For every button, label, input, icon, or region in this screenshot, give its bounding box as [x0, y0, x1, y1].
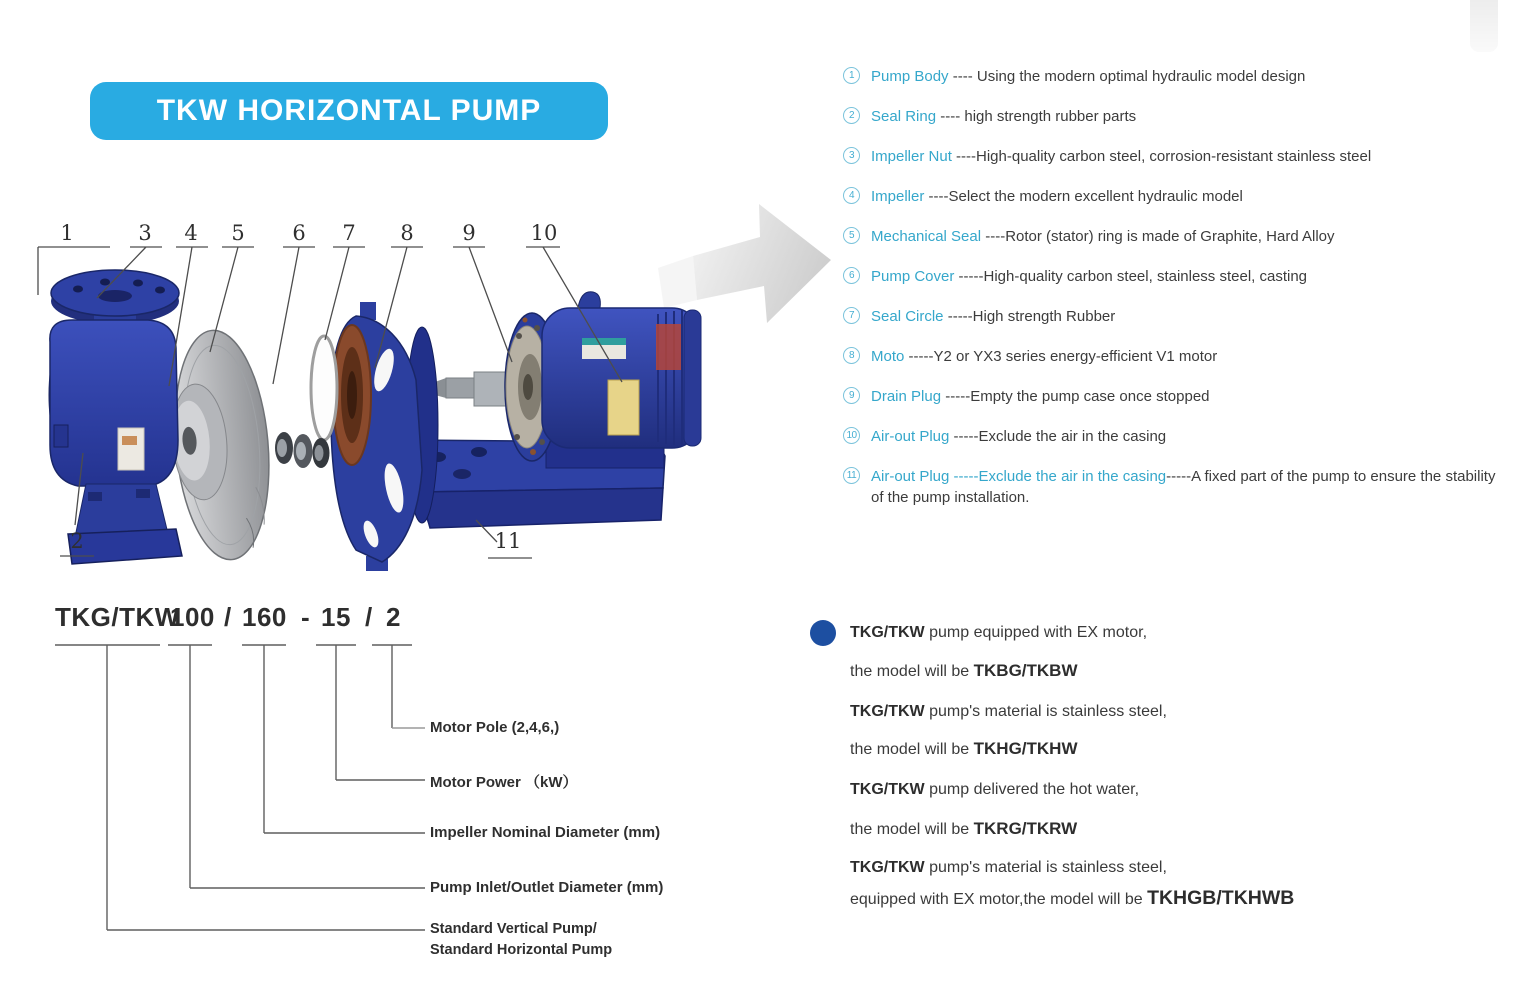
- part-list-item: [843, 386, 1507, 407]
- part-description: -----High strength Rubber: [943, 308, 1116, 325]
- part-list-item: [843, 266, 1507, 287]
- model-code-segment: 15: [321, 602, 351, 632]
- label-pump-type-1: Standard Vertical Pump/: [430, 921, 597, 937]
- note-line: the model will be TKRG/TKRW: [850, 819, 1078, 838]
- part-number-badge: 10: [843, 427, 860, 444]
- label-inlet-outlet: Pump Inlet/Outlet Diameter (mm): [430, 879, 664, 896]
- part-description: -----Exclude the air in the casing: [949, 428, 1167, 445]
- bullet-icon: [810, 620, 836, 646]
- label-impeller-dia: Impeller Nominal Diameter (mm): [430, 824, 661, 841]
- part-number-badge: 5: [843, 227, 860, 244]
- note-line: equipped with EX motor,the model will be TKHGB/TKHWB: [850, 887, 1295, 909]
- part-name: Pump Cover: [871, 268, 955, 285]
- part-number-badge: 1: [843, 67, 860, 84]
- pump-body: [49, 270, 182, 564]
- note-line: the model will be TKBG/TKBW: [850, 661, 1078, 680]
- part-number-badge: 6: [843, 267, 860, 284]
- model-code-segment: 2: [386, 602, 401, 632]
- note-line: the model will be TKHG/TKHW: [850, 739, 1078, 758]
- part-name: Seal Ring: [871, 108, 937, 125]
- part-name: Seal Circle: [871, 308, 944, 325]
- part-number-badge: 3: [843, 147, 860, 164]
- part-name: Moto: [871, 348, 905, 365]
- callout-number: 7: [342, 221, 356, 245]
- page-title: TKW HORIZONTAL PUMP: [156, 94, 542, 127]
- part-number-badge: 2: [843, 107, 860, 124]
- part-list-item: [843, 106, 1507, 127]
- part-list-item: [843, 186, 1507, 207]
- pump-exploded-diagram: [30, 190, 840, 600]
- model-code-segment: TKG/TKW: [55, 602, 180, 632]
- model-code-segment: 100: [170, 602, 215, 632]
- part-name: Impeller: [871, 188, 925, 205]
- part-description: ----Rotor (stator) ring is made of Graphite, Hard Alloy: [981, 228, 1335, 245]
- part-description: -----A fixed part of the pump to ensure the stability of the pump installation.: [871, 468, 1496, 506]
- part-list-item: [843, 346, 1507, 367]
- part-name: Mechanical Seal: [871, 228, 982, 245]
- page-corner-shade: [1470, 0, 1498, 52]
- part-description: -----Y2 or YX3 series energy-efficient V1 motor: [904, 348, 1218, 365]
- note-line: TKG/TKW pump delivered the hot water,: [850, 781, 1140, 798]
- part-description: ----High-quality carbon steel, corrosion-resistant stainless steel: [951, 148, 1372, 165]
- part-name: Air-out Plug: [871, 428, 950, 445]
- callout-number: 10: [530, 221, 558, 245]
- part-name-note: -----Exclude the air in the casing: [949, 468, 1167, 485]
- model-code-separator: -: [301, 602, 311, 632]
- part-list-item: [843, 426, 1507, 447]
- callout-number: 9: [462, 221, 476, 245]
- part-description: -----Empty the pump case once stopped: [941, 388, 1210, 405]
- pump-cover: [331, 302, 438, 571]
- model-code-separator: /: [365, 602, 373, 632]
- part-list-item: [843, 66, 1507, 87]
- part-name: Impeller Nut: [871, 148, 952, 165]
- callout-number: 11: [494, 529, 522, 553]
- part-name: Air-out Plug: [871, 468, 950, 485]
- callout-number: 3: [138, 221, 152, 245]
- part-number-badge: 4: [843, 187, 860, 204]
- part-name: Pump Body: [871, 68, 949, 85]
- part-number-badge: 11: [843, 467, 860, 484]
- label-motor-power: Motor Power （kW）: [430, 774, 578, 791]
- part-number-badge: 9: [843, 387, 860, 404]
- model-breakdown-lines: [40, 600, 740, 990]
- impeller: [163, 326, 278, 563]
- part-description: -----High-quality carbon steel, stainless steel, casting: [954, 268, 1308, 285]
- part-number-badge: 7: [843, 307, 860, 324]
- callout-number: 6: [292, 221, 306, 245]
- callout-number: 5: [231, 221, 245, 245]
- part-description: ----Select the modern excellent hydraulic model: [924, 188, 1243, 205]
- label-motor-pole: Motor Pole (2,4,6,): [430, 719, 560, 736]
- seal-circle: [311, 336, 337, 440]
- part-number-badge: 8: [843, 347, 860, 364]
- callout-number: 1: [60, 221, 74, 245]
- part-list-item: [843, 226, 1507, 247]
- part-list-item: [843, 466, 1507, 508]
- label-pump-type-2: Standard Horizontal Pump: [430, 942, 613, 958]
- callout-number: 8: [400, 221, 414, 245]
- note-line: TKG/TKW pump's material is stainless steel,: [850, 859, 1167, 876]
- parts-list: [843, 66, 1507, 527]
- arrow-right-icon: [658, 204, 831, 323]
- model-code-separator: /: [224, 602, 232, 632]
- model-code-breakdown: [40, 600, 740, 990]
- model-variant-notes: [808, 618, 1498, 938]
- part-description: ---- Using the modern optimal hydraulic model design: [948, 68, 1306, 85]
- part-name: Drain Plug: [871, 388, 942, 405]
- part-list-item: [843, 306, 1507, 327]
- callout-number: 4: [184, 221, 198, 245]
- model-code-segment: 160: [242, 602, 287, 632]
- part-list-item: [843, 146, 1507, 167]
- note-line: TKG/TKW pump equipped with EX motor,: [850, 624, 1148, 641]
- part-description: ---- high strength rubber parts: [936, 108, 1137, 125]
- note-line: TKG/TKW pump's material is stainless steel,: [850, 703, 1167, 720]
- title-banner: [90, 82, 608, 140]
- callout-number: 2: [70, 529, 84, 553]
